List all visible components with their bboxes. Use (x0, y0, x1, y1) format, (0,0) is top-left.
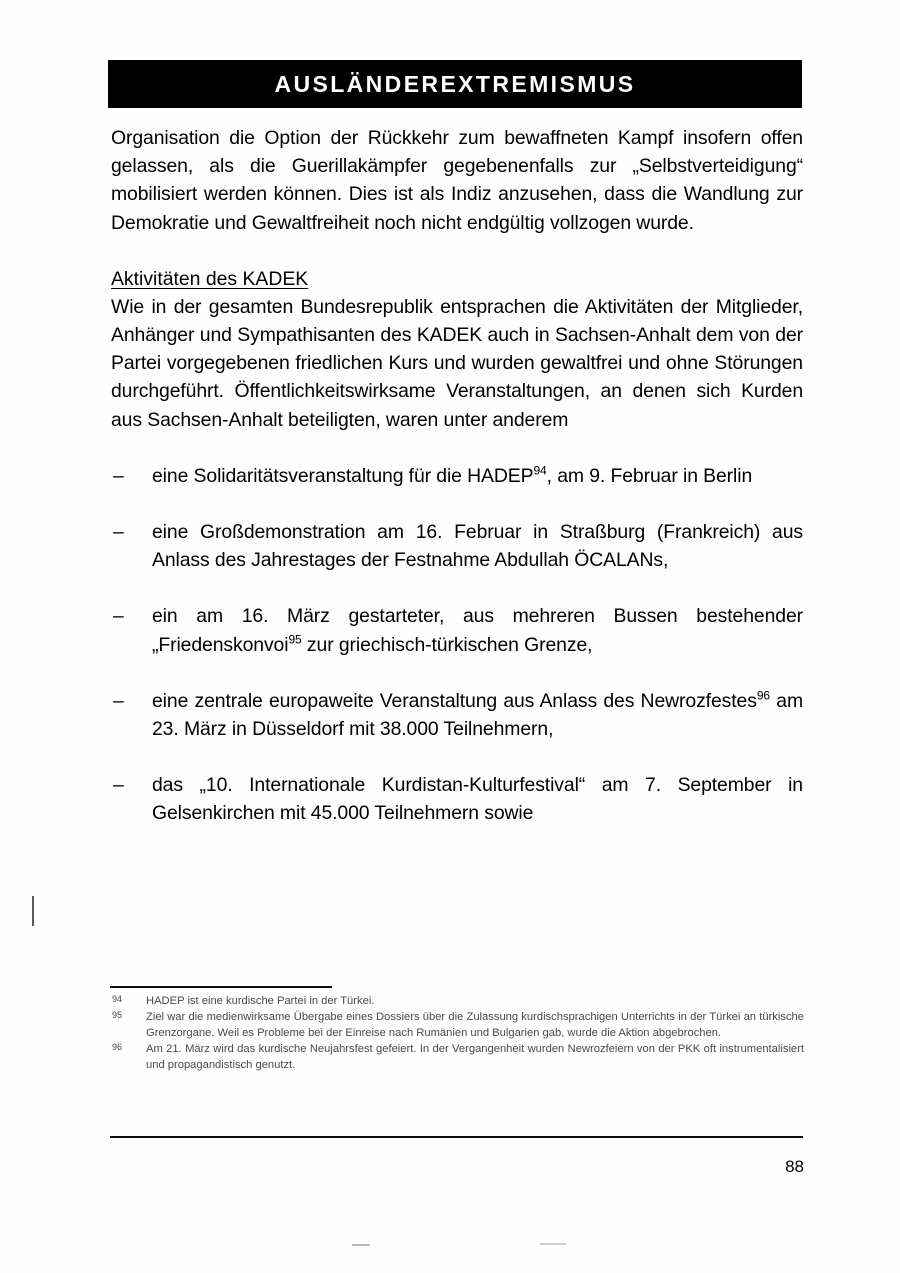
footnote-number: 94 (112, 994, 123, 1004)
scan-artifact (352, 1244, 370, 1246)
footnote-number: 96 (112, 1042, 123, 1053)
list-item-text (152, 462, 803, 490)
list-item-text-before: ein am 16. März gestarteter, aus mehreren Bussen bestehender „Friedenskonvoi (152, 605, 803, 656)
footnotes-section (110, 986, 804, 1074)
list-item-text-before: eine Großdemonstration am 16. Februar in Straßburg (Frankreich) aus Anlass des Jahrestages der Festnahme Abdullah ÖCALANs, (152, 521, 803, 572)
list-item-text-after: am 23. März in Düsseldorf mit 38.000 Teilnehmern, (152, 689, 803, 741)
banner-title: AUSLÄNDEREXTREMISMUS (274, 70, 636, 97)
bullet-dash: – (113, 774, 124, 797)
bullet-dash: – (113, 464, 124, 487)
list-item (111, 771, 803, 827)
footer-rule (110, 1136, 803, 1138)
list-item-text (152, 687, 803, 743)
intro-paragraph: Organisation die Option der Rückkehr zum bewaffneten Kampf insofern offen gelassen, als die Guerillakämpfer gegebenenfalls zur „Selbstverteidigung“ mobilisiert werden können. Dies ist als Indiz anzusehen, dass die Wandlung zur Demokratie und Gewaltfreiheit noch nicht endgültig vollzogen wurde. (111, 127, 803, 234)
bullet-dash: – (113, 521, 124, 544)
list-item-text-before: das „10. Internationale Kurdistan-Kulturfestival“ am 7. September in Gelsenkirchen mit 45.000 Teilnehmern sowie (152, 774, 803, 825)
section-heading: Aktivitäten des KADEK (111, 267, 309, 290)
footnote-ref[interactable]: 96 (756, 688, 770, 703)
footnote-entry (110, 994, 804, 1009)
activities-paragraph: Wie in der gesamten Bundesrepublik entsprachen die Aktivitäten der Mitglieder, Anhänger und Sympathisanten des KADEK auch in Sachsen-Anhalt dem von der Partei vorgegebenen friedlichen Kurs und wurden gewaltfrei und ohne Störungen durchgeführt. Öffentlichkeitswirksame Veranstaltungen, an denen sich Kurden aus Sachsen-Anhalt beteiligten, waren unter anderem (111, 295, 803, 431)
footnote-text: Am 21. März wird das kurdische Neujahrsfest gefeiert. In der Vergangenheit wurden Newrozfeiern von der PKK oft instrumentalisiert und propagandistisch genutzt. (146, 1043, 804, 1071)
footnote-number: 95 (112, 1010, 123, 1021)
scan-artifact (540, 1243, 566, 1245)
section-banner (108, 60, 802, 108)
footnote-entry (110, 1042, 804, 1073)
list-item-text-before: eine zentrale europaweite Veranstaltung aus Anlass des Newrozfestes (152, 689, 757, 712)
list-item-text-after: , am 9. Februar in Berlin (546, 464, 753, 487)
bullet-dash: – (113, 689, 124, 712)
list-item (111, 518, 803, 574)
list-item (111, 462, 803, 490)
footnote-text: Ziel war die medienwirksame Übergabe eines Dossiers über die Zulassung kurdischsprachigen Unterrichts in der Türkei an türkische Grenzorgane. Weil es Probleme bei der Einreise nach Rumänien und Bulgarien gab, wurde die Aktion abgebrochen. (146, 1011, 804, 1039)
footnote-separator (110, 986, 332, 988)
page-content (111, 124, 803, 828)
list-item-text (152, 602, 803, 658)
list-item (111, 687, 803, 743)
list-item (111, 602, 803, 658)
page-number: 88 (785, 1157, 804, 1176)
bullet-dash: – (113, 605, 124, 628)
footnote-text: HADEP ist eine kurdische Partei in der Türkei. (146, 995, 375, 1007)
footnote-ref[interactable]: 95 (288, 632, 302, 647)
list-item-text-before: eine Solidaritätsveranstaltung für die HADEP (152, 464, 534, 487)
list-item-text (152, 771, 803, 827)
list-item-text-after: zur griechisch-türkischen Grenze, (301, 633, 593, 656)
margin-scan-mark (32, 896, 34, 926)
footnote-ref[interactable]: 94 (533, 463, 547, 478)
activities-list (111, 462, 803, 828)
footnote-entry (110, 1010, 804, 1041)
list-item-text (152, 518, 803, 574)
